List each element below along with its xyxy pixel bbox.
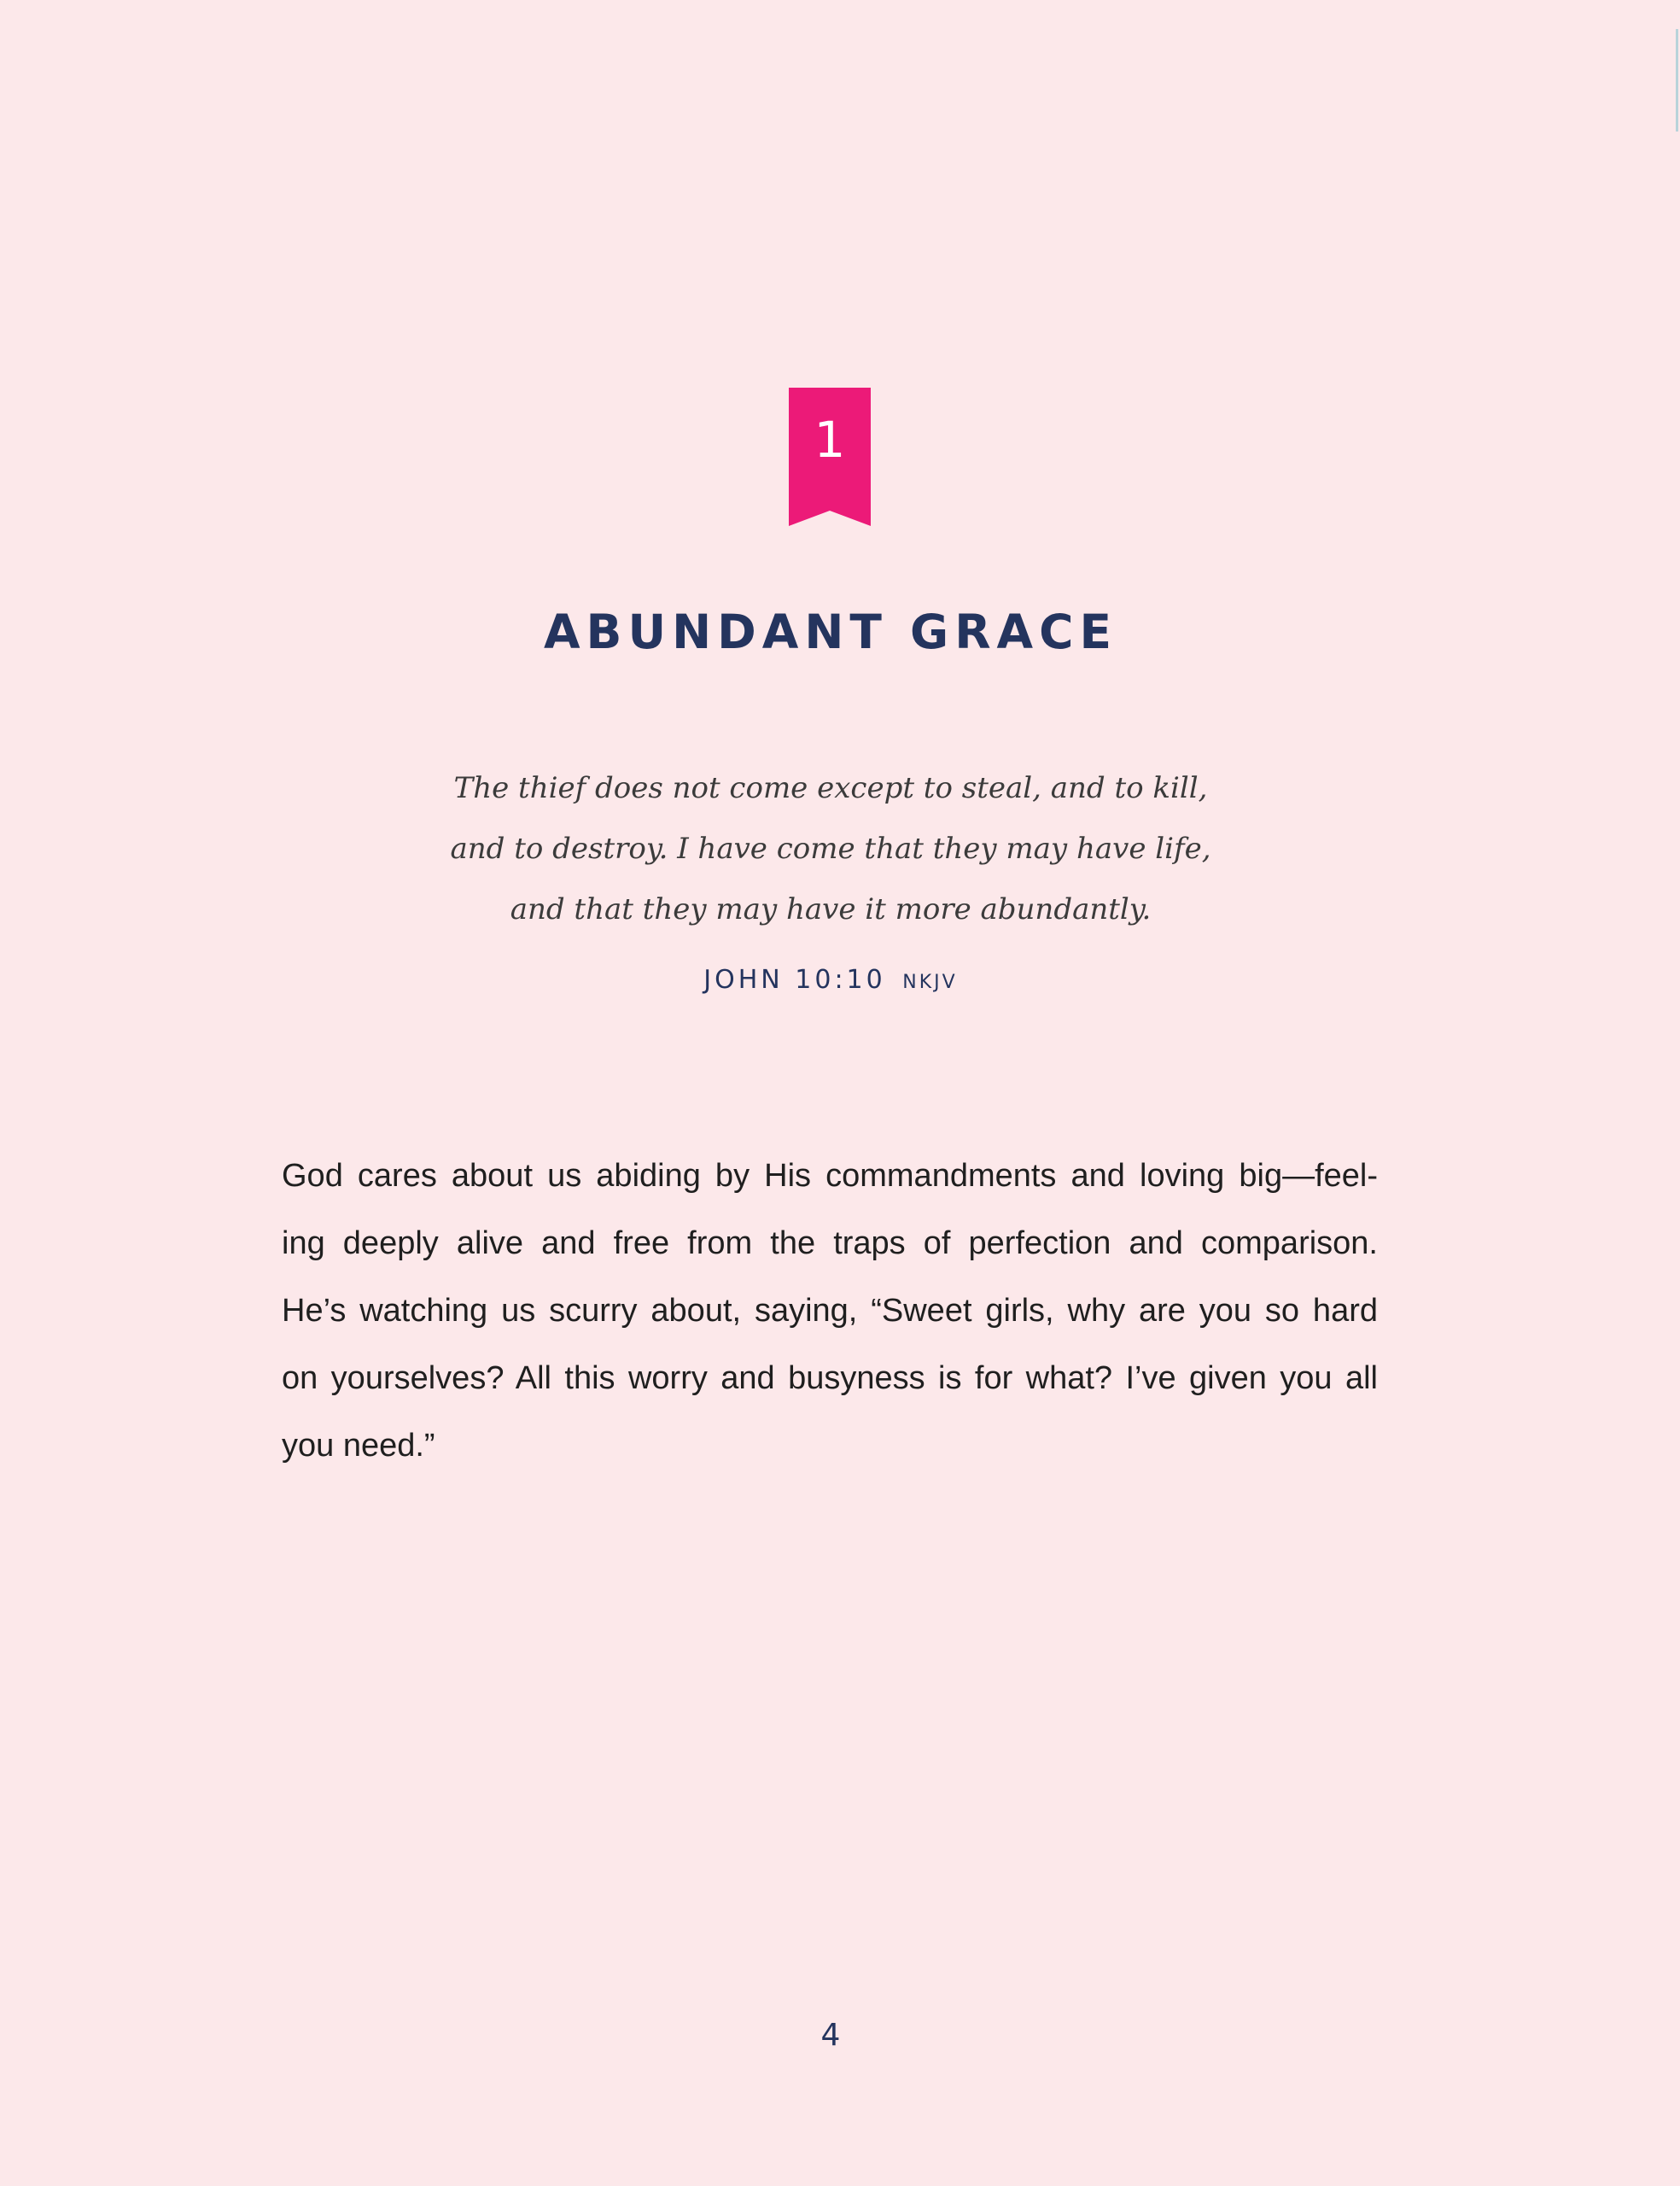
page-edge-mark bbox=[1676, 29, 1678, 132]
body-paragraph bbox=[282, 1143, 1378, 1480]
chapter-title: ABUNDANT GRACE bbox=[543, 605, 1118, 659]
body-line: on yourselves? All this worry and busyness is for what? I’ve given you all bbox=[282, 1360, 1378, 1396]
body-line: He’s watching us scurry about, saying, “Sweet girls, why are you so hard bbox=[282, 1293, 1378, 1329]
bible-version: NKJV bbox=[902, 972, 958, 993]
scripture-line: and to destroy. I have come that they may have life, bbox=[450, 832, 1211, 866]
scripture-line: and that they may have it more abundantly. bbox=[510, 892, 1152, 926]
scripture-reference bbox=[0, 965, 1661, 996]
chapter-ribbon-badge bbox=[789, 388, 871, 526]
scripture-quote bbox=[384, 758, 1277, 940]
reference-citation: JOHN 10:10 bbox=[703, 965, 886, 995]
scripture-line: The thief does not come except to steal, and to kill, bbox=[453, 771, 1208, 805]
body-line: you need.” bbox=[282, 1428, 435, 1464]
body-line: ing deeply alive and free from the traps of perfection and comparison. bbox=[282, 1225, 1378, 1261]
chapter-number: 1 bbox=[814, 411, 846, 469]
page-number: 4 bbox=[820, 2018, 841, 2053]
body-line: God cares about us abiding by His commandments and loving big—feel- bbox=[282, 1158, 1378, 1194]
